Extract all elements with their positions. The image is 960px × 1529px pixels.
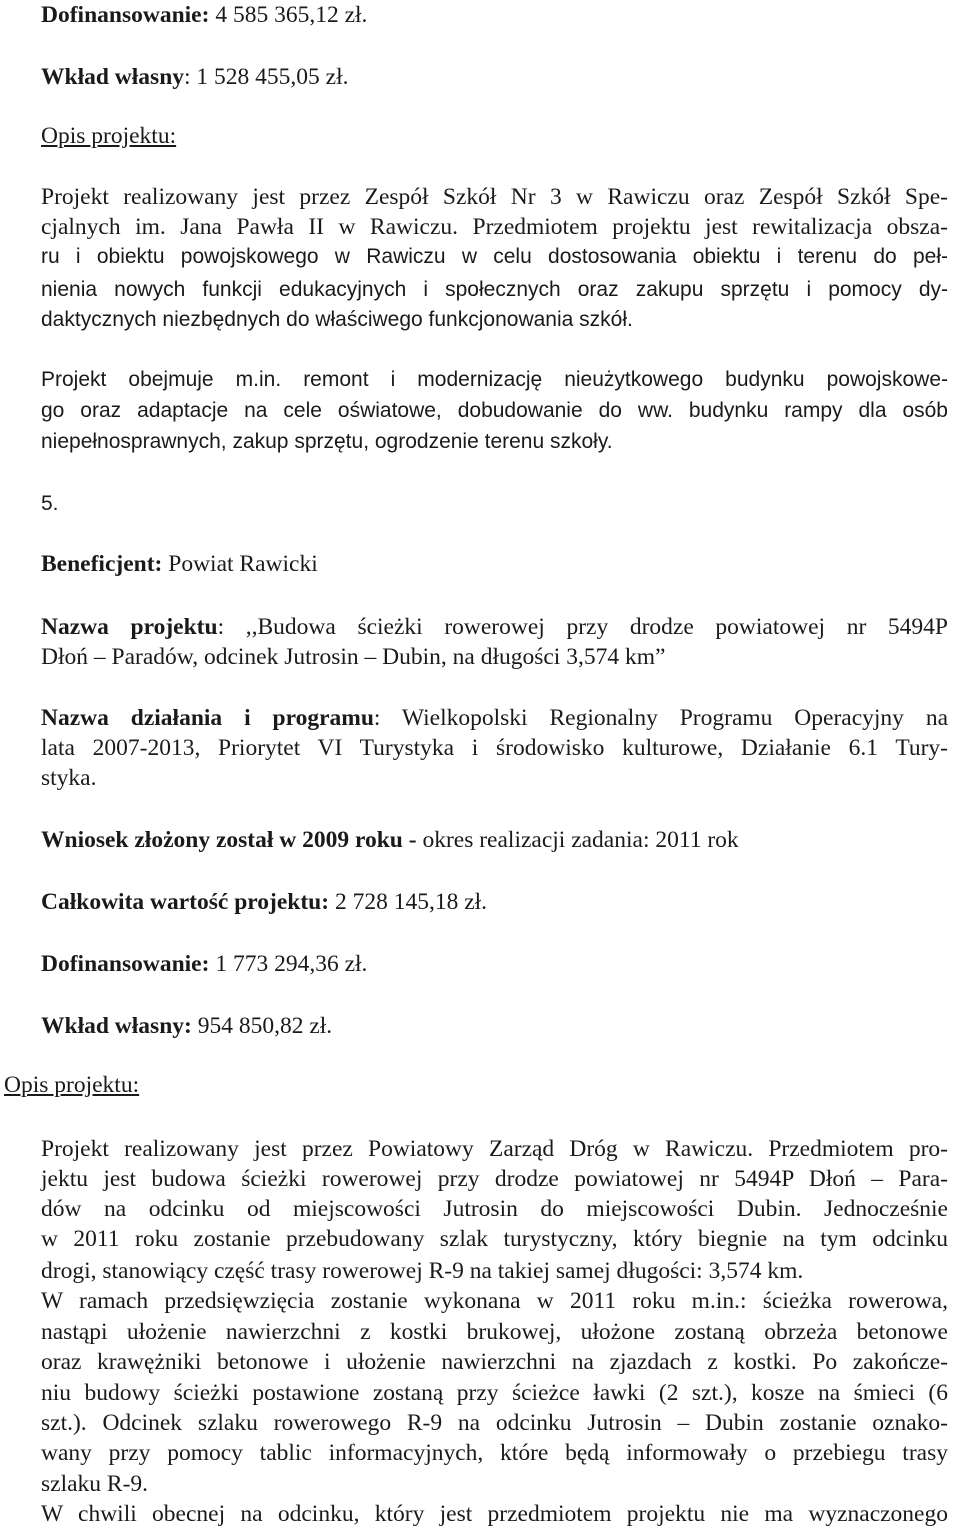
description-line: W ramach przedsięwzięcia zostanie wykonana w 2011 roku m.in.: ścieżka rowerowa, xyxy=(41,1288,948,1314)
prev-scope-line: go oraz adaptacje na cele oświatowe, dobudowanie do ww. budynku rampy dla osób xyxy=(41,399,948,422)
beneficiary-value: Powiat Rawicki xyxy=(162,551,318,577)
prev-own-contribution-value: : 1 528 455,05 zł. xyxy=(184,64,349,90)
prev-description-line: Projekt realizowany jest przez Zespół Szkół Nr 3 w Rawiczu oraz Zespół Szkół Spe- xyxy=(41,184,948,210)
prev-description-line: ru i obiektu powojskowego w Rawiczu w celu dostosowania obiektu i terenu do peł- xyxy=(41,245,948,268)
project-number: 5. xyxy=(41,492,59,515)
cofinancing-line xyxy=(41,949,948,979)
description-heading-text: Opis projektu: xyxy=(4,1072,140,1098)
description-line: szt.). Odcinek szlaku rowerowego R-9 na odcinku Jutrosin – Dubin zostanie oznako- xyxy=(41,1410,948,1436)
total-value-line xyxy=(41,887,948,917)
prev-scope-line: niepełnosprawnych, zakup sprzętu, ogrodzenie terenu szkoły. xyxy=(41,430,613,453)
prev-scope-line: Projekt obejmuje m.in. remont i modernizację nieużytkowego budynku powojskowe- xyxy=(41,368,948,391)
prev-cofinancing-line xyxy=(41,0,948,30)
description-line: jektu jest budowa ścieżki rowerowej przy drodze powiatowej nr 5494P Dłoń – Para- xyxy=(41,1166,948,1192)
prev-own-contribution-line xyxy=(41,62,948,92)
description-line: nastąpi ułożenie nawierzchni z kostki brukowej, ułożone zostaną obrzeża betonowe xyxy=(41,1319,948,1345)
description-line: dów na odcinku od miejscowości Jutrosin do miejscowości Dubin. Jednocześnie xyxy=(41,1196,948,1222)
cofinancing-value: 1 773 294,36 zł. xyxy=(209,951,368,977)
program-value: : Wielkopolski Regionalny Programu Operacyjny na xyxy=(373,705,948,731)
description-line: Projekt realizowany jest przez Powiatowy Zarząd Dróg w Rawiczu. Przedmiotem pro- xyxy=(41,1136,948,1162)
description-line: oraz krawężniki betonowe i ułożenie nawierzchni na zjazdach z kostki. Po zakończe- xyxy=(41,1349,948,1375)
prev-description-line: cjalnych im. Jana Pawła II w Rawiczu. Przedmiotem projektu jest rewitalizacja obsza- xyxy=(41,214,948,240)
own-contribution-label: Wkład własny: xyxy=(41,1013,192,1039)
program-line: lata 2007-2013, Priorytet VI Turystyka i środowisko kulturowe, Działanie 6.1 Tury- xyxy=(41,735,948,761)
own-contribution-value: 954 850,82 zł. xyxy=(191,1013,333,1039)
project-name-line xyxy=(41,612,948,642)
application-line xyxy=(41,825,948,855)
project-name-value: : ,,Budowa ścieżki rowerowej przy drodze powiatowej nr 5494P xyxy=(217,614,948,640)
description-line: niu budowy ścieżki postawione zostaną przy ścieżce ławki (2 szt.), kosze na śmieci (6 xyxy=(41,1380,948,1406)
description-heading xyxy=(4,1070,948,1100)
program-label: Nazwa działania i programu xyxy=(41,705,374,731)
description-line: W chwili obecnej na odcinku, który jest przedmiotem projektu nie ma wyznaczonego xyxy=(41,1501,948,1527)
application-label: Wniosek złożony został w 2009 roku - xyxy=(41,827,417,853)
project-name-label: Nazwa projektu xyxy=(41,614,218,640)
cofinancing-label: Dofinansowanie: xyxy=(41,951,210,977)
total-value-label: Całkowita wartość projektu: xyxy=(41,889,330,915)
beneficiary-line xyxy=(41,549,948,579)
description-line: wany przy pomocy tablic informacyjnych, które będą informowały o przebiegu trasy xyxy=(41,1440,948,1466)
beneficiary-label: Beneficjent: xyxy=(41,551,163,577)
total-value-amount: 2 728 145,18 zł. xyxy=(329,889,488,915)
description-line: w 2011 roku zostanie przebudowany szlak turystyczny, który biegnie na tym odcinku xyxy=(41,1226,948,1252)
own-contribution-line xyxy=(41,1011,948,1041)
description-line: drogi, stanowiący część trasy rowerowej R-9 na takiej samej długości: 3,574 km. xyxy=(41,1258,804,1284)
prev-cofinancing-value: 4 585 365,12 zł. xyxy=(209,2,368,28)
prev-description-line: nienia nowych funkcji edukacyjnych i społecznych oraz zakupu sprzętu i pomocy dy- xyxy=(41,278,948,301)
prev-description-heading-text: Opis projektu: xyxy=(41,123,177,149)
prev-cofinancing-label: Dofinansowanie: xyxy=(41,2,210,28)
project-name-line: Dłoń – Paradów, odcinek Jutrosin – Dubin, na długości 3,574 km” xyxy=(41,644,666,670)
program-line: styka. xyxy=(41,765,97,791)
prev-description-heading xyxy=(41,121,948,151)
prev-own-contribution-label: Wkład własny xyxy=(41,64,185,90)
program-line xyxy=(41,703,948,733)
application-value: okres realizacji zadania: 2011 rok xyxy=(416,827,739,853)
prev-description-line: daktycznych niezbędnych do właściwego funkcjonowania szkół. xyxy=(41,308,633,331)
description-line: szlaku R-9. xyxy=(41,1471,149,1497)
